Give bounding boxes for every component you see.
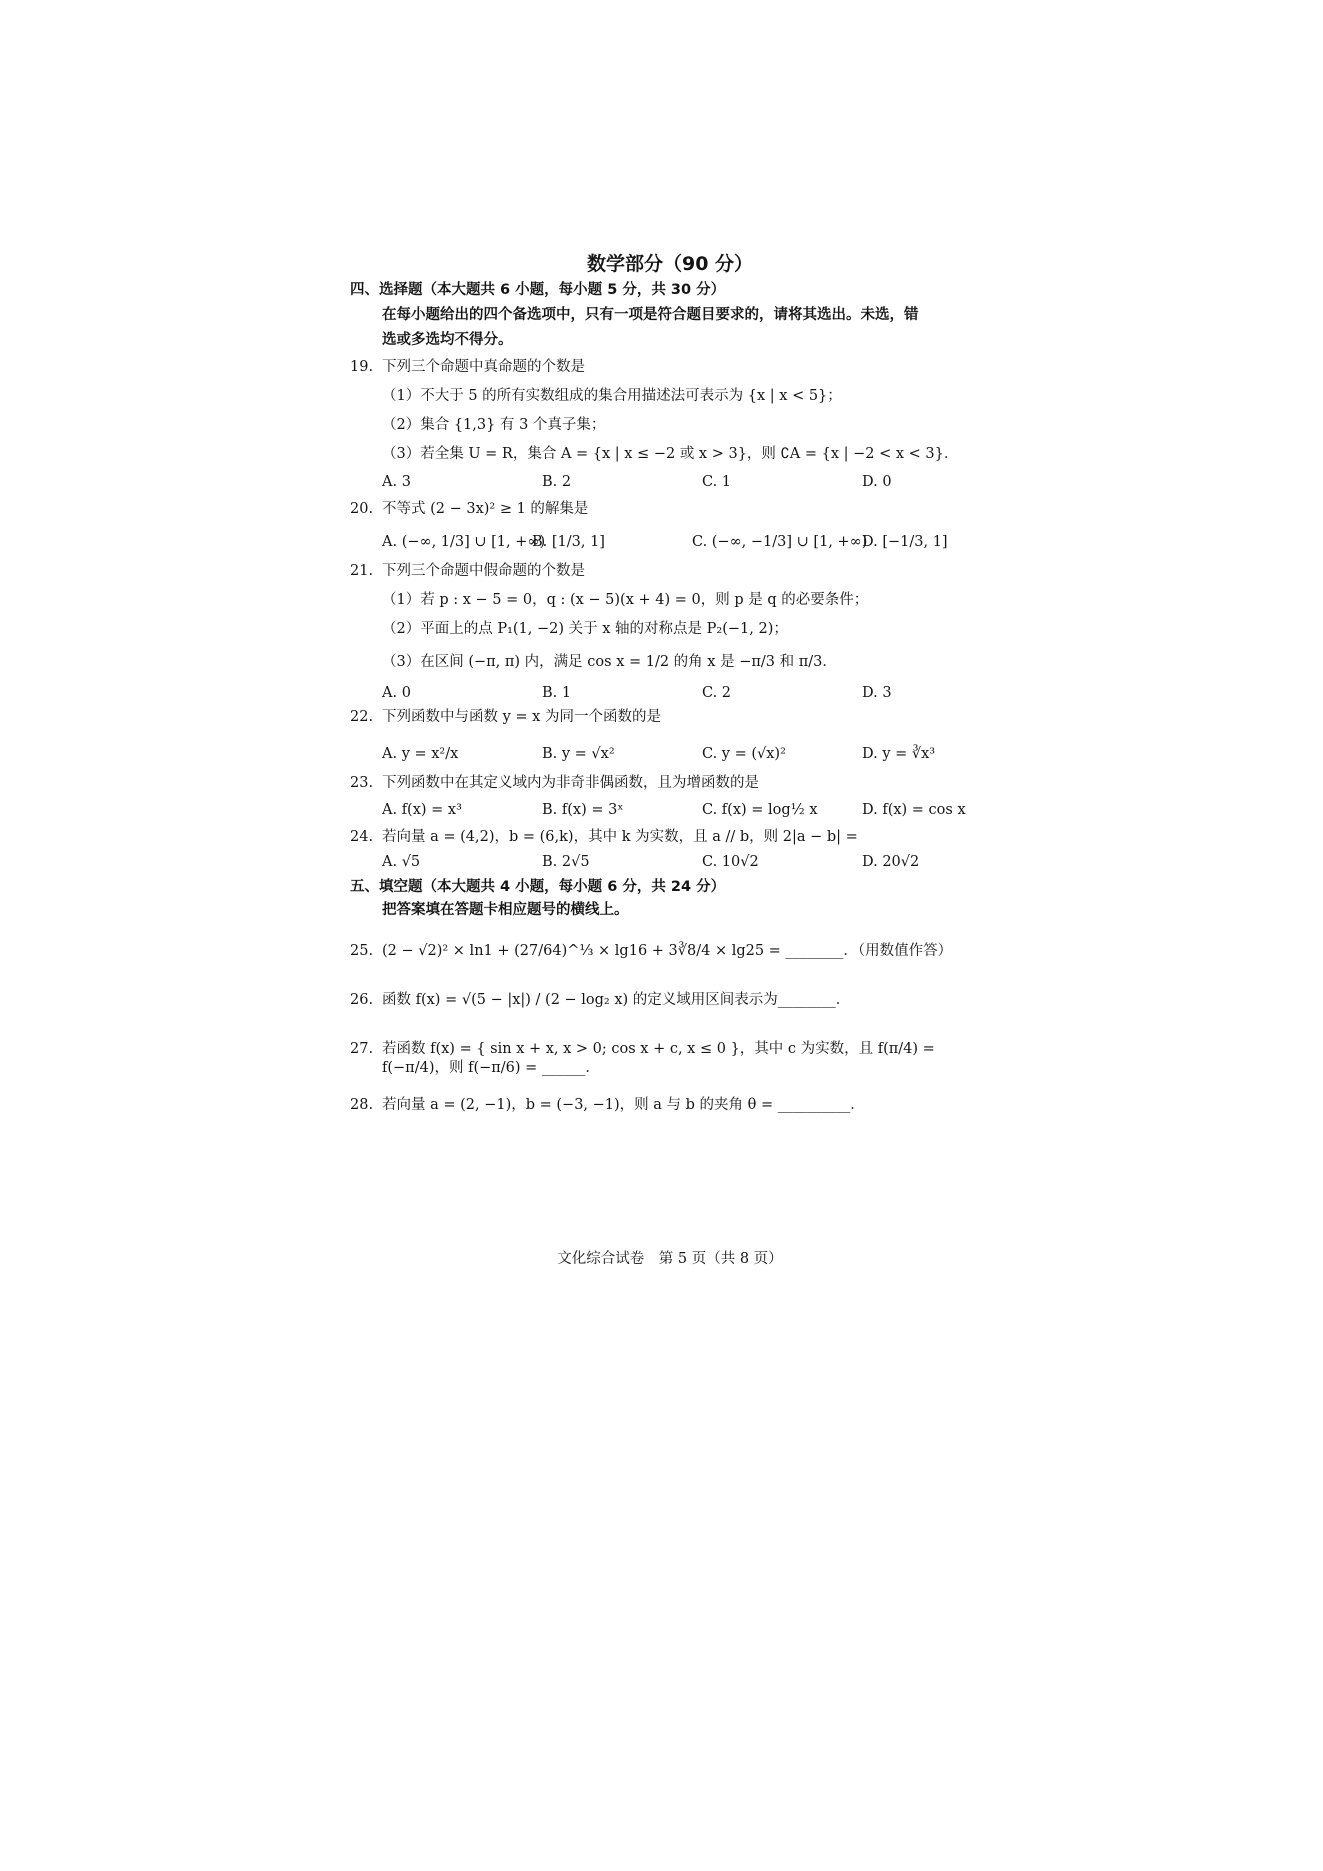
option-c: C. y = (√x)² bbox=[702, 746, 786, 762]
sub-item: （1）不大于 5 的所有实数组成的集合用描述法可表示为 {x | x < 5}； bbox=[382, 388, 842, 404]
question-28 bbox=[350, 1096, 990, 1115]
option-row bbox=[350, 533, 990, 552]
option-row bbox=[350, 684, 990, 703]
question-number: 19. bbox=[350, 359, 374, 375]
question-20 bbox=[350, 500, 990, 552]
question-number: 25. bbox=[350, 943, 374, 959]
option-row bbox=[350, 745, 990, 764]
option-c: C. 2 bbox=[702, 685, 732, 701]
option-d: D. f(x) = cos x bbox=[862, 802, 966, 818]
question-stem: 不等式 (2 − 3x)² ≥ 1 的解集是 bbox=[382, 501, 589, 517]
question-number: 23. bbox=[350, 775, 374, 791]
question-text: 若向量 a = (2, −1)，b = (−3, −1)，则 a 与 b 的夹角 θ = __________． bbox=[382, 1097, 865, 1113]
question-text: (2 − √2)² × ln1 + (27/64)^⅓ × lg16 + 3∛8/4 × lg25 = ________．（用数值作答） bbox=[382, 943, 953, 959]
instruction-line: 选或多选均不得分。 bbox=[382, 332, 513, 348]
question-25 bbox=[350, 942, 990, 961]
option-b: B. f(x) = 3ˣ bbox=[542, 802, 624, 818]
option-a: A. (−∞, 1/3] ∪ [1, +∞) bbox=[382, 534, 546, 550]
option-c: C. (−∞, −1/3] ∪ [1, +∞) bbox=[692, 534, 868, 550]
question-text: 函数 f(x) = √(5 − |x|) / (2 − log₂ x) 的定义域用区间表示为________． bbox=[382, 992, 851, 1008]
question-number: 21. bbox=[350, 563, 374, 579]
section-4-instructions bbox=[350, 303, 990, 353]
option-a: A. y = x²/x bbox=[382, 746, 459, 762]
question-number: 26. bbox=[350, 992, 374, 1008]
question-21 bbox=[350, 562, 990, 703]
section-5-heading: 五、填空题（本大题共 4 小题，每小题 6 分，共 24 分） bbox=[350, 879, 726, 895]
option-row bbox=[350, 853, 990, 872]
option-c: C. 10√2 bbox=[702, 854, 759, 870]
question-27 bbox=[350, 1040, 990, 1078]
option-c: C. f(x) = log½ x bbox=[702, 802, 818, 818]
option-d: D. [−1/3, 1] bbox=[862, 534, 948, 550]
option-a: A. 3 bbox=[382, 474, 411, 490]
section-5-instructions: 把答案填在答题卡相应题号的横线上。 bbox=[382, 902, 629, 918]
exam-page bbox=[350, 255, 990, 1115]
option-d: D. 3 bbox=[862, 685, 892, 701]
question-stem: 下列三个命题中真命题的个数是 bbox=[382, 359, 585, 375]
question-stem: 若向量 a = (4,2)，b = (6,k)，其中 k 为实数，且 a // b，则 2|a − b| = bbox=[382, 829, 858, 845]
page-footer: 文化综合试卷 第 5 页（共 8 页） bbox=[557, 1251, 783, 1267]
option-a: A. f(x) = x³ bbox=[382, 802, 462, 818]
option-d: D. 0 bbox=[862, 474, 892, 490]
question-number: 24. bbox=[350, 829, 374, 845]
section-4-heading: 四、选择题（本大题共 6 小题，每小题 5 分，共 30 分） bbox=[350, 282, 726, 298]
option-b: B. y = √x² bbox=[542, 746, 615, 762]
option-b: B. 2√5 bbox=[542, 854, 590, 870]
page-title: 数学部分（90 分） bbox=[586, 253, 754, 275]
option-row bbox=[350, 473, 990, 492]
option-row bbox=[350, 801, 990, 820]
sub-item: （2）平面上的点 P₁(1, −2) 关于 x 轴的对称点是 P₂(−1, 2)； bbox=[382, 621, 788, 637]
option-c: C. 1 bbox=[702, 474, 732, 490]
question-24 bbox=[350, 828, 990, 872]
option-b: B. [1/3, 1] bbox=[532, 534, 605, 550]
option-d: D. 20√2 bbox=[862, 854, 920, 870]
question-22 bbox=[350, 708, 990, 764]
sub-item: （3）在区间 (−π, π) 内，满足 cos x = 1/2 的角 x 是 −π/3 和 π/3． bbox=[382, 654, 837, 670]
question-number: 20. bbox=[350, 501, 374, 517]
sub-item: （3）若全集 U = R，集合 A = {x | x ≤ −2 或 x > 3}，则 ∁A = {x | −2 < x < 3}． bbox=[382, 446, 959, 462]
question-stem: 下列函数中在其定义域内为非奇非偶函数，且为增函数的是 bbox=[382, 775, 759, 791]
question-26 bbox=[350, 991, 990, 1010]
instruction-line: 在每小题给出的四个备选项中，只有一项是符合题目要求的，请将其选出。未选，错 bbox=[382, 307, 919, 323]
question-stem: 下列函数中与函数 y = x 为同一个函数的是 bbox=[382, 709, 661, 725]
question-stem: 下列三个命题中假命题的个数是 bbox=[382, 563, 585, 579]
question-19 bbox=[350, 358, 990, 492]
question-23 bbox=[350, 774, 990, 820]
sub-item: （2）集合 {1,3} 有 3 个真子集； bbox=[382, 417, 606, 433]
option-d: D. y = ∛x³ bbox=[862, 746, 936, 762]
option-a: A. 0 bbox=[382, 685, 411, 701]
question-number: 28. bbox=[350, 1097, 374, 1113]
question-number: 22. bbox=[350, 709, 374, 725]
option-b: B. 1 bbox=[542, 685, 572, 701]
sub-item: （1）若 p : x − 5 = 0，q : (x − 5)(x + 4) = 0，则 p 是 q 的必要条件； bbox=[382, 592, 869, 608]
option-a: A. √5 bbox=[382, 854, 421, 870]
option-b: B. 2 bbox=[542, 474, 572, 490]
question-text: 若函数 f(x) = { sin x + x, x > 0; cos x + c, x ≤ 0 }，其中 c 为实数，且 f(π/4) = f(−π/4)，则 f(−π/6) = ______． bbox=[382, 1041, 935, 1076]
question-number: 27. bbox=[350, 1041, 374, 1057]
